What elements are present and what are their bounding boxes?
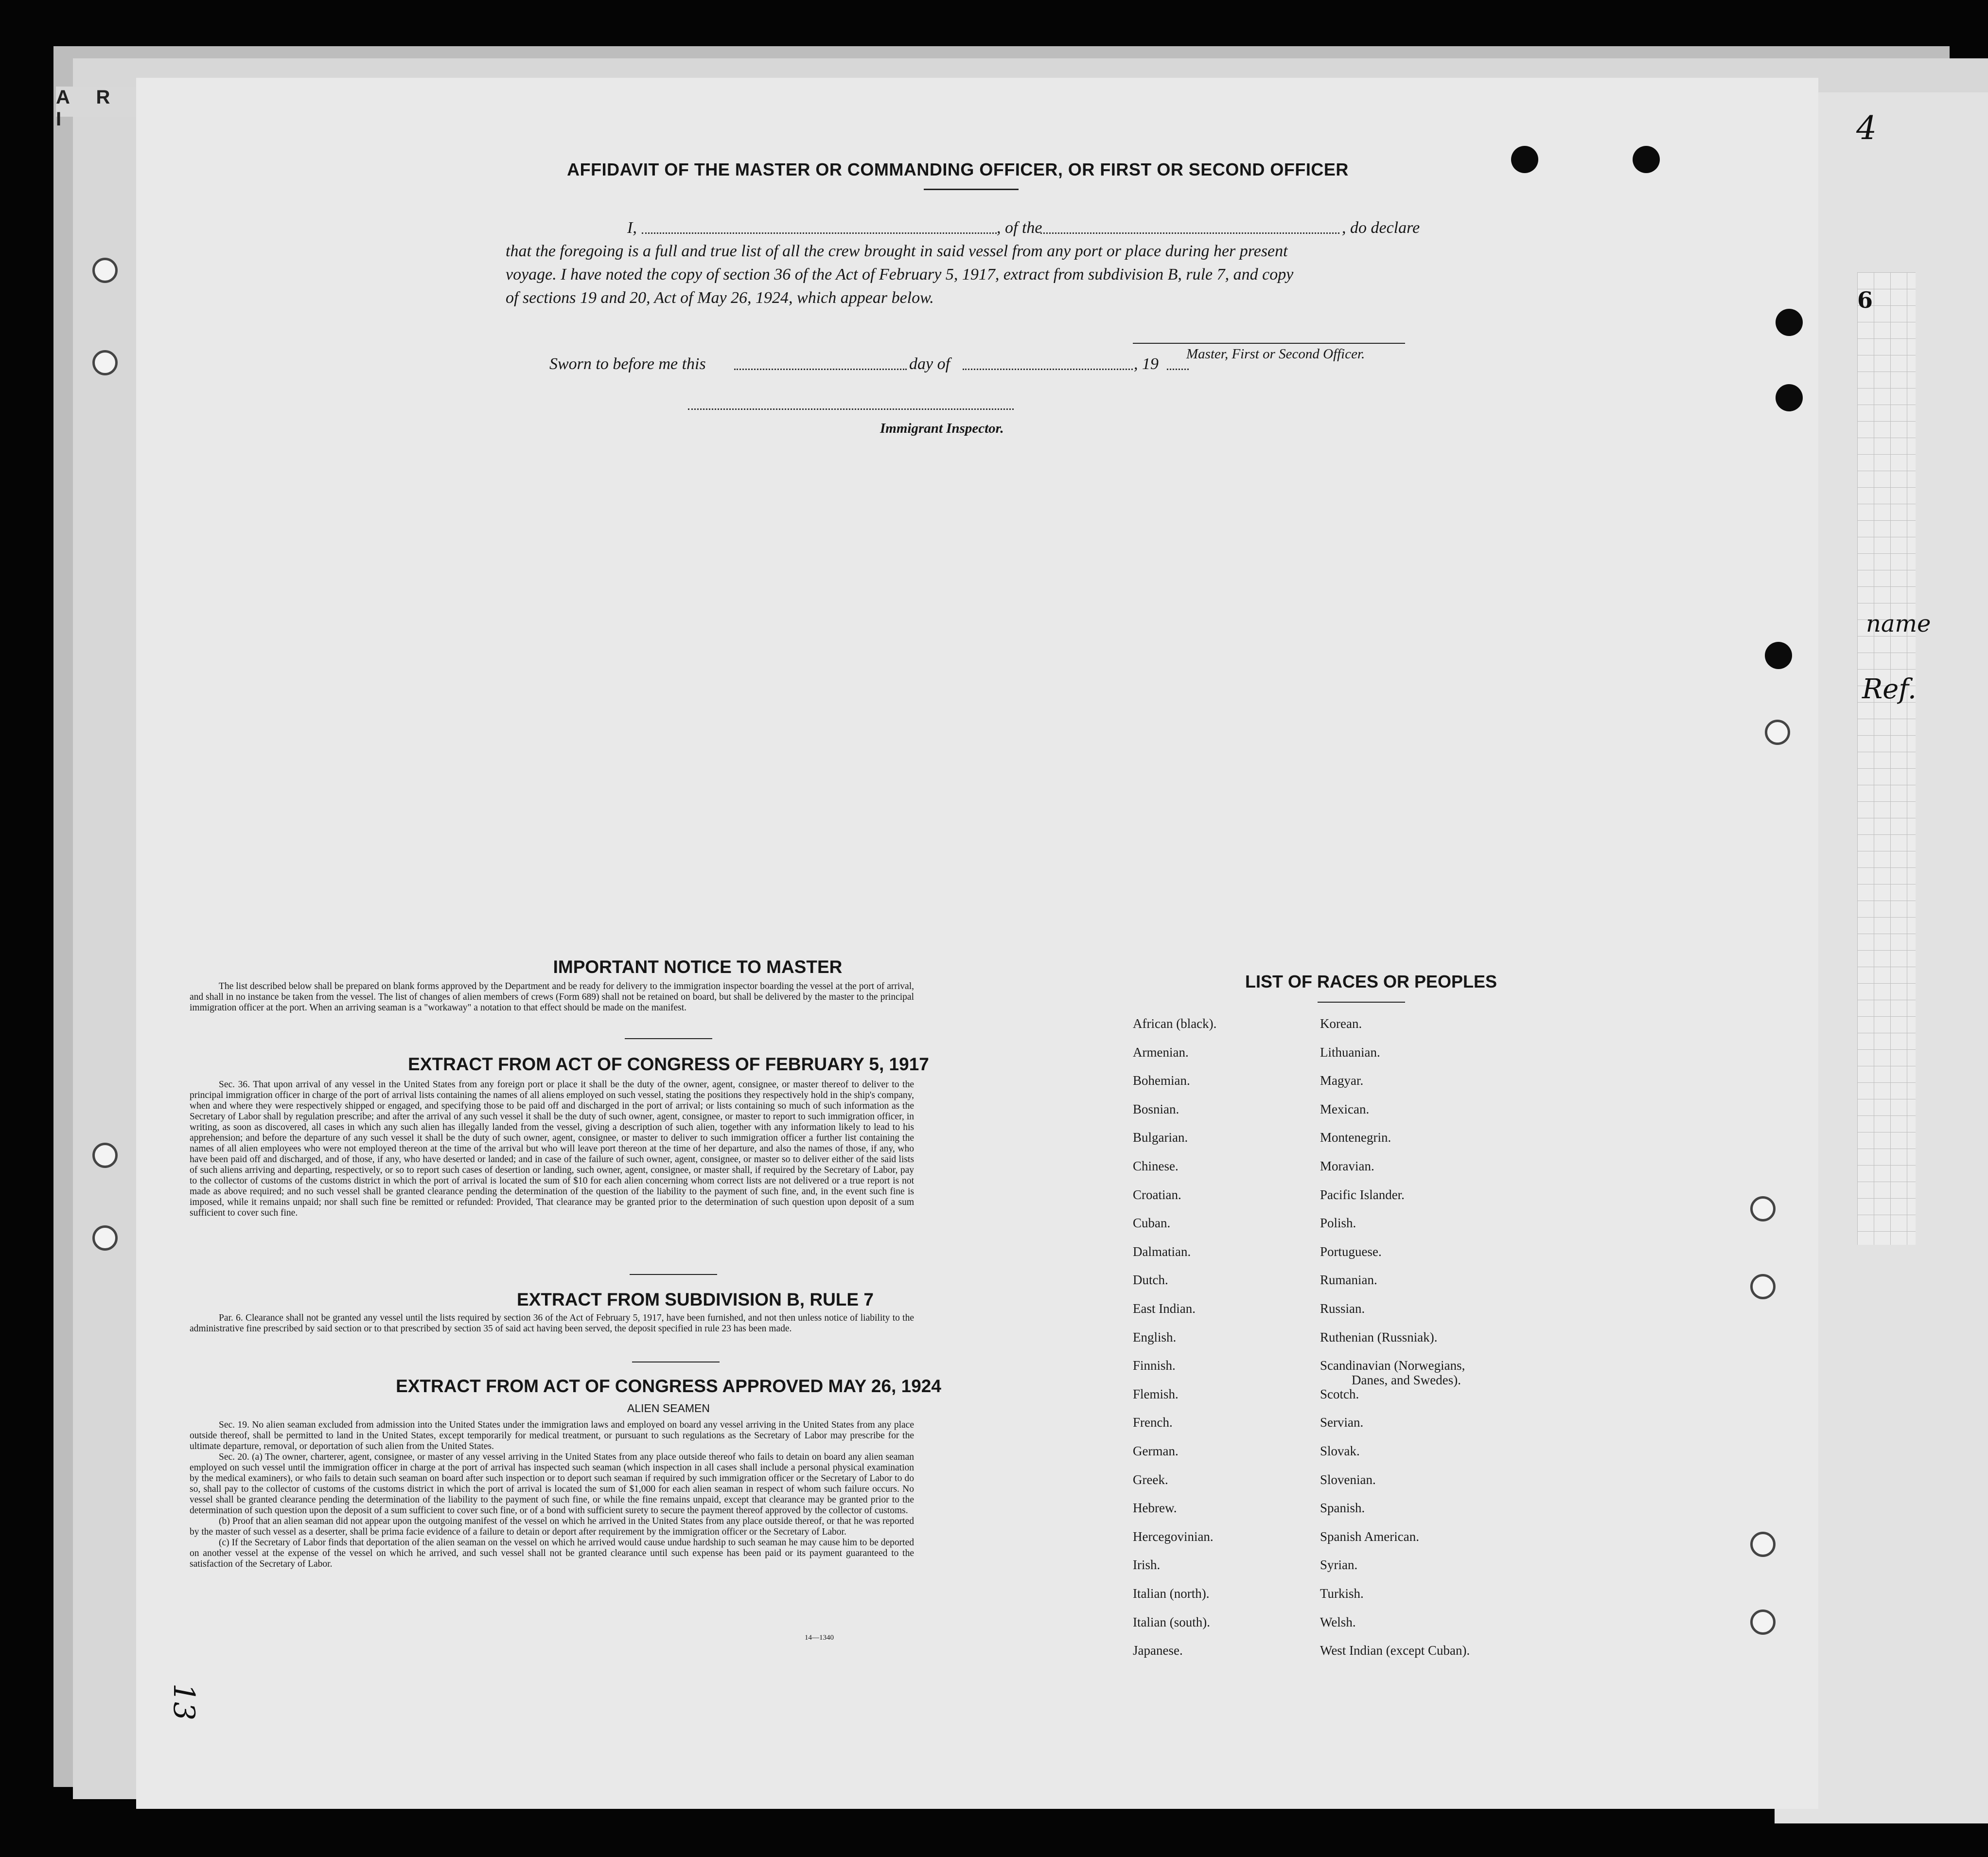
race-item: Pacific Islander. bbox=[1320, 1187, 1405, 1202]
extract-rule7-title: EXTRACT FROM SUBDIVISION B, RULE 7 bbox=[517, 1290, 874, 1309]
reinforcement-ring bbox=[1750, 1274, 1776, 1299]
race-item: Polish. bbox=[1320, 1216, 1356, 1231]
race-item: Korean. bbox=[1320, 1016, 1362, 1031]
extract-1924-title: EXTRACT FROM ACT OF CONGRESS APPROVED MAY 26, 1924 bbox=[396, 1376, 941, 1396]
affidavit-of-the: , of the bbox=[997, 219, 1042, 237]
sheet-tab-label: A R I bbox=[56, 87, 121, 130]
sworn-day-of: day of bbox=[909, 355, 950, 373]
race-item: German. bbox=[1133, 1444, 1179, 1458]
race-item: Ruthenian (Russniak). bbox=[1320, 1329, 1438, 1344]
race-item: Slovenian. bbox=[1320, 1472, 1376, 1487]
reinforcement-ring bbox=[92, 258, 118, 283]
race-item: French. bbox=[1133, 1415, 1173, 1430]
notice-body bbox=[190, 981, 914, 1013]
extract-1917-divider bbox=[630, 1274, 717, 1275]
extract-1924-body bbox=[190, 1420, 914, 1570]
race-item: Montenegrin. bbox=[1320, 1130, 1391, 1145]
race-item: Dalmatian. bbox=[1133, 1244, 1191, 1259]
sworn-month-blank bbox=[963, 369, 1133, 370]
handwritten-margin-word-1: name bbox=[1866, 610, 1931, 637]
affidavit-i: I, bbox=[627, 219, 637, 237]
race-item: African (black). bbox=[1133, 1016, 1217, 1031]
punch-hole bbox=[1633, 146, 1660, 173]
affidavit-do-declare: , do declare bbox=[1342, 219, 1420, 237]
race-item: Russian. bbox=[1320, 1301, 1365, 1316]
reinforcement-ring bbox=[1750, 1532, 1776, 1557]
sworn-year-blank bbox=[1167, 369, 1189, 370]
notice-divider bbox=[625, 1038, 712, 1039]
race-item: Lithuanian. bbox=[1320, 1044, 1380, 1060]
notice-title: IMPORTANT NOTICE TO MASTER bbox=[553, 957, 843, 977]
section-20b-paragraph: (b) Proof that an alien seaman did not appear upon the outgoing manifest of the vessel on which he arrived in the United States from any place outside thereof, or that he was reported by the master of such vessel as a deserter, shall be prima facie evidence of a failure to detain or deport after requirement by the immigration officer or the Secretary of Labor. bbox=[190, 1516, 914, 1537]
race-item: Bulgarian. bbox=[1133, 1130, 1188, 1145]
reinforcement-ring bbox=[92, 1143, 118, 1168]
race-item: Syrian. bbox=[1320, 1557, 1358, 1573]
sheet-tab bbox=[56, 87, 136, 130]
section-19-paragraph: Sec. 19. No alien seaman excluded from admission into the United States under the immigration laws and employed on board any vessel arriving in the United States from any place outside thereof, shall be permitted to land in the United States, except temporarily for medical treatment, or pursuant to such regulations as the Secretary of Labor may prescribe for the ultimate departure, removal, or deportation of such alien from the United States. bbox=[190, 1420, 914, 1451]
extract-rule7-body bbox=[190, 1313, 914, 1334]
races-title: LIST OF RACES OR PEOPLES bbox=[1245, 972, 1497, 991]
inspector-signature-line bbox=[688, 408, 1014, 410]
race-item: Cuban. bbox=[1133, 1216, 1171, 1231]
race-item: Bosnian. bbox=[1133, 1101, 1179, 1116]
extract-1917-body bbox=[190, 1079, 914, 1219]
race-item: Irish. bbox=[1133, 1557, 1161, 1573]
affidavit-line-3: voyage. I have noted the copy of section 36 of the Act of February 5, 1917, extract from subdivision B, rule 7, and copy bbox=[506, 265, 1294, 283]
form-sheet bbox=[136, 78, 1818, 1809]
affidavit-line-2: that the foregoing is a full and true list of all the crew brought in said vessel from any port or place during her present bbox=[506, 242, 1288, 260]
punch-hole bbox=[1765, 642, 1792, 669]
race-item: West Indian (except Cuban). bbox=[1320, 1643, 1470, 1658]
race-item: Finnish. bbox=[1133, 1358, 1176, 1373]
race-item: Greek. bbox=[1133, 1472, 1168, 1487]
extract-1917-paragraph: Sec. 36. That upon arrival of any vessel in the United States from any foreign port or place it shall be the duty of the owner, agent, consignee, or master thereof to deliver to the principal immigration officer in charge of the port of arrival lists containing the names of all aliens employed on such vessel, stating the positions they respectively hold in the ship's company, when and where they were respectively shipped or engaged, and specifying those to be paid off and discharged in the port of arrival; or lists containing so much of such information as the Secretary of Labor shall by regulation prescribe; and after the arrival of any such vessel it shall be the duty of such owner, agent, consignee, or master to report to such immigration officer, in writing, as soon as discovered, all cases in which any such alien has illegally landed from the vessel, giving a description of such alien, together with any information likely to lead to his apprehension; and before the departure of any such vessel it shall be the duty of such owner, agent, consignee, or master to deliver to such immigration officer a further list containing the names of all alien employees who were not employed thereon at the time of the arrival but who will leave port thereon at the time of her departure, and also the names of those, if any, who have been paid off and discharged, and of those, if any, who have deserted or landed; and in case of the failure of such owner, agent, consignee, or master so to deliver either of the said lists of such aliens arriving and departing, respectively, or so to report such cases of desertion or landing, such owner, agent, consignee, or master shall, if required by the Secretary of Labor, pay to the collector of customs of the customs district in which the port of arrival is located the sum of $10 for each alien concerning whom correct lists are not delivered or a true report is not made as above required; and no such vessel shall be granted clearance pending the determination of the question of the liability to the payment of such fine, and, in the event such fine is imposed, while it remains unpaid; nor shall such fine be remitted or refunded: Provided, That clearance may be granted prior to the determination of such question upon deposit of a sum sufficient to cover such fine. bbox=[190, 1079, 914, 1218]
sworn-before: Sworn to before me this bbox=[549, 355, 706, 373]
reinforcement-ring bbox=[92, 1225, 118, 1251]
race-item: Spanish American. bbox=[1320, 1529, 1419, 1544]
handwritten-number-top: 4 bbox=[1856, 109, 1877, 147]
race-item: Scotch. bbox=[1320, 1386, 1359, 1401]
punch-hole bbox=[1511, 146, 1538, 173]
race-item: Danes, and Swedes). bbox=[1352, 1373, 1461, 1388]
extract-1917-title: EXTRACT FROM ACT OF CONGRESS OF FEBRUARY 5, 1917 bbox=[408, 1054, 929, 1074]
reinforcement-ring bbox=[1750, 1196, 1776, 1221]
race-item: Turkish. bbox=[1320, 1586, 1364, 1601]
race-item: Scandinavian (Norwegians, bbox=[1320, 1358, 1465, 1373]
race-item: Armenian. bbox=[1133, 1044, 1189, 1060]
race-item: Hebrew. bbox=[1133, 1501, 1177, 1516]
race-item: Dutch. bbox=[1133, 1273, 1168, 1288]
punch-hole bbox=[1776, 384, 1803, 411]
race-item: Chinese. bbox=[1133, 1159, 1179, 1173]
reinforcement-ring bbox=[1750, 1609, 1776, 1635]
race-item: Spanish. bbox=[1320, 1501, 1365, 1516]
sworn-year-prefix: , 19 bbox=[1134, 355, 1159, 373]
handwritten-margin-word-2: Ref. bbox=[1862, 673, 1917, 705]
master-signature-caption: Master, First or Second Officer. bbox=[1186, 346, 1365, 362]
affidavit-line-4: of sections 19 and 20, Act of May 26, 1924, which appear below. bbox=[506, 289, 934, 307]
title-underline bbox=[924, 189, 1019, 190]
race-item: Hercegovinian. bbox=[1133, 1529, 1214, 1544]
affidavit-title: AFFIDAVIT OF THE MASTER OR COMMANDING OFFICER, OR FIRST OR SECOND OFFICER bbox=[567, 159, 1349, 179]
name-blank bbox=[642, 232, 997, 234]
race-item: Mexican. bbox=[1320, 1101, 1370, 1116]
sworn-day-blank bbox=[734, 369, 907, 370]
section-20c-paragraph: (c) If the Secretary of Labor finds that deportation of the alien seaman on the vessel on which he arrived would cause undue hardship to such seaman he may cause him to be deported on another vessel at the expense of the vessel on which he arrived, and such vessel shall not be granted clearance until such expense has been paid or its payment guaranteed to the satisfaction of the Secretary of Labor. bbox=[190, 1538, 914, 1569]
race-item: Welsh. bbox=[1320, 1614, 1356, 1629]
race-item: Bohemian. bbox=[1133, 1073, 1190, 1088]
form-number: 14—1340 bbox=[805, 1634, 834, 1642]
reinforcement-ring bbox=[1765, 720, 1790, 745]
vessel-blank bbox=[1040, 232, 1339, 234]
extract-rule7-paragraph: Par. 6. Clearance shall not be granted any vessel until the lists required by section 36 of the Act of February 5, 1917, have been furnished, and not then unless notice of liability to the administrative fine prescribed by said section or to that prescribed by section 35 of said act having been served, the deposit specified in rule 23 has been made. bbox=[190, 1313, 914, 1334]
race-item: Flemish. bbox=[1133, 1386, 1179, 1401]
race-item: Japanese. bbox=[1133, 1643, 1183, 1658]
extract-1924-subtitle: ALIEN SEAMEN bbox=[627, 1402, 710, 1415]
section-20a-paragraph: Sec. 20. (a) The owner, charterer, agent, consignee, or master of any vessel arriving in the United States from any place outside thereof who fails to detain on board any alien seaman employed on such vessel until the immigration officer in charge at the port of arrival has inspected such seaman (which inspection in all cases shall include a personal physical examination by the medical examiners), or who fails to detain such seaman on board after such inspection or to deport such seaman if required by such immigration officer or the Secretary of Labor to do so, shall pay to the collector of customs of the customs district in which the port of arrival is located the sum of $1,000 for each alien seaman in respect of whom such failure occurs. No vessel shall be granted clearance pending the determination of the liability to the payment of such fine, or while the fine remains unpaid, except that clearance may be granted prior to the determination of such question upon the deposit of a sum sufficient to cover such fine, or of a bond with sufficient surety to secure the payment thereof approved by the collector of customs. bbox=[190, 1452, 914, 1516]
race-item: English. bbox=[1133, 1329, 1177, 1344]
race-item: Magyar. bbox=[1320, 1073, 1364, 1088]
grid-strip bbox=[1857, 272, 1916, 1245]
race-item: Moravian. bbox=[1320, 1159, 1374, 1173]
race-item: Italian (north). bbox=[1133, 1586, 1210, 1601]
race-item: Croatian. bbox=[1133, 1187, 1181, 1202]
race-item: Servian. bbox=[1320, 1415, 1364, 1430]
race-item: Rumanian. bbox=[1320, 1273, 1377, 1288]
notice-paragraph: The list described below shall be prepared on blank forms approved by the Department and be ready for delivery to the immigration inspector boarding the vessel at the port of arrival, and shall in no instance be taken from the vessel. The list of changes of alien members of crews (Form 689) shall not be retained on board, but shall be delivered by the master to the principal immigration officer at the port. When an arriving seaman is a "workaway" a notation to that effect should be made on the manifest. bbox=[190, 981, 914, 1013]
race-item: Slovak. bbox=[1320, 1444, 1360, 1458]
handwritten-page-number: 13 bbox=[167, 1683, 201, 1721]
race-item: Italian (south). bbox=[1133, 1614, 1210, 1629]
reinforcement-ring bbox=[92, 350, 118, 375]
side-number: 6 bbox=[1857, 287, 1873, 313]
inspector-caption: Immigrant Inspector. bbox=[880, 421, 1004, 436]
punch-hole bbox=[1776, 309, 1803, 336]
race-item: East Indian. bbox=[1133, 1301, 1196, 1316]
master-signature-line bbox=[1133, 343, 1405, 344]
races-divider bbox=[1318, 1002, 1405, 1003]
race-item: Portuguese. bbox=[1320, 1244, 1382, 1259]
